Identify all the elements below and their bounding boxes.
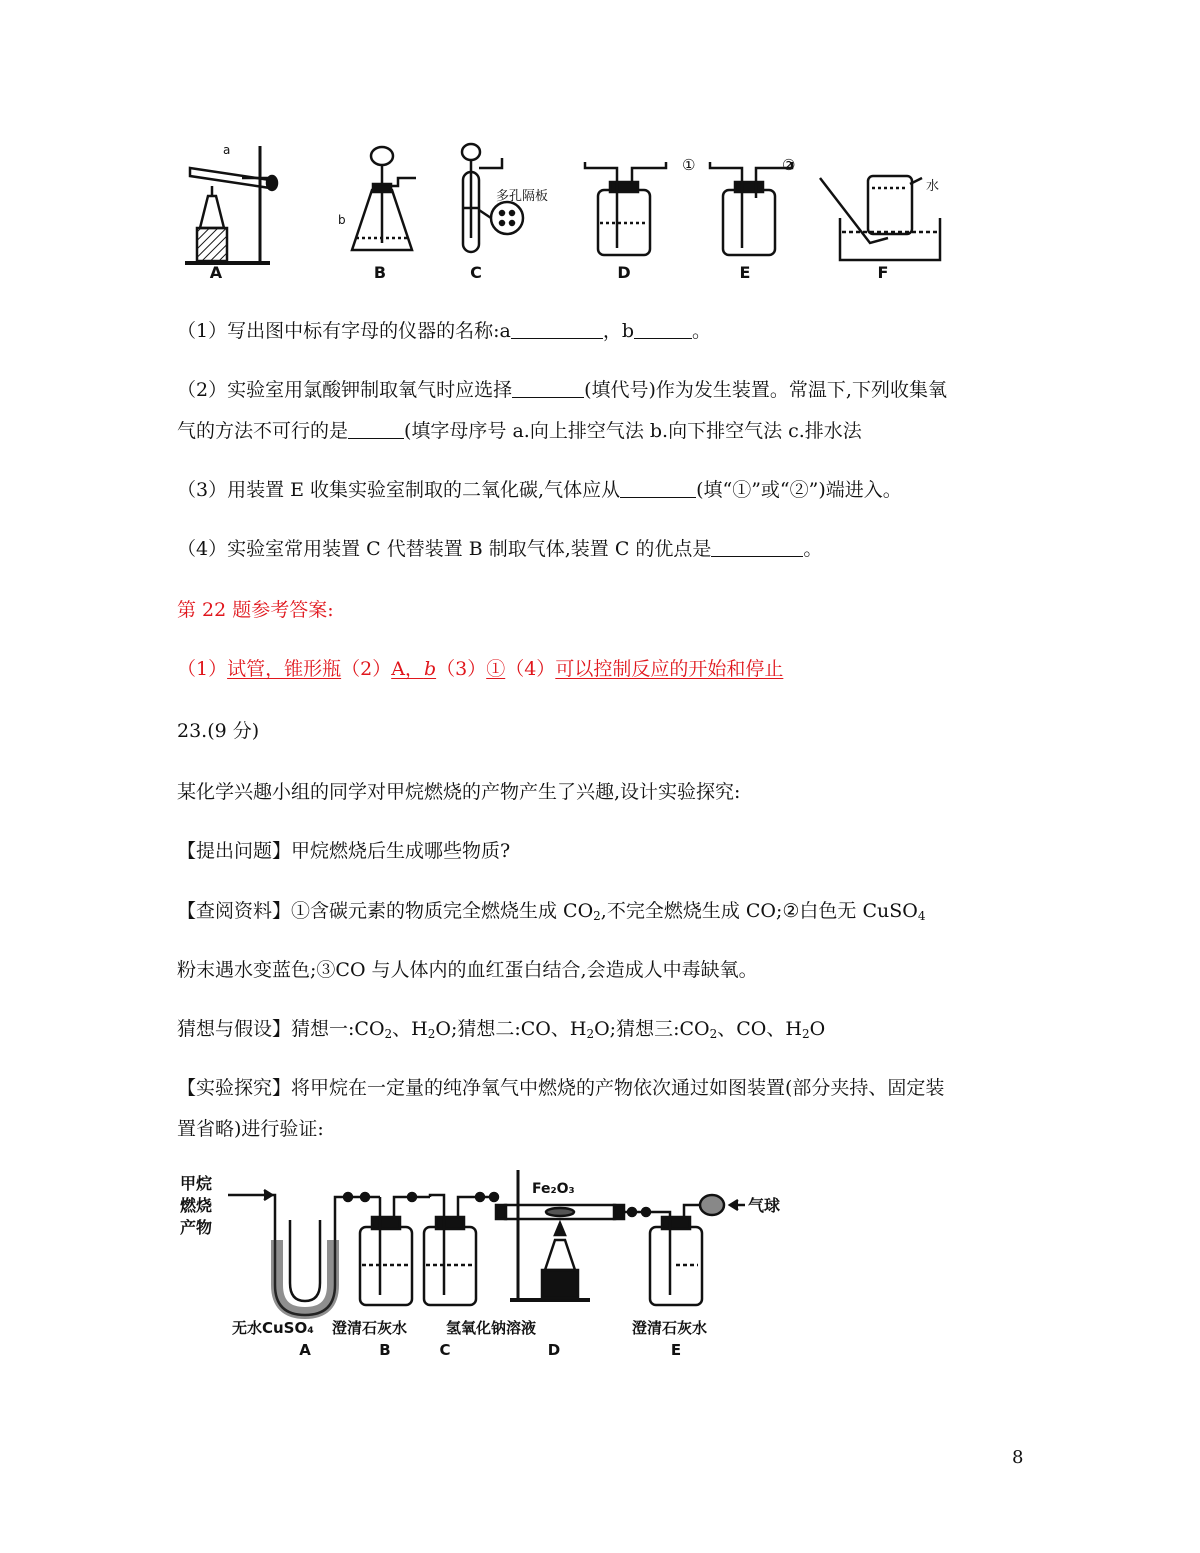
q23-intro: 某化学兴趣小组的同学对甲烷燃烧的产物产生了兴趣,设计实验探究: <box>177 781 741 803</box>
caption-c: 氢氧化钠溶液 <box>446 1319 537 1337</box>
answer-22-heading: 第 22 题参考答案: <box>177 599 334 621</box>
answer-22-a4: 可以控制反应的开始和停止 <box>555 658 784 680</box>
answer-blank-b[interactable] <box>634 320 692 339</box>
caption-e: 澄清石灰水 <box>632 1319 708 1337</box>
inlet-label-3: 产物 <box>180 1218 213 1237</box>
q23-info-b: ,不完全燃烧生成 CO;②白色无 CuSO <box>600 900 918 922</box>
inlet-label-1: 甲烷 <box>180 1174 213 1193</box>
fe2o3-label: Fe₂O₃ <box>532 1181 575 1197</box>
answer-22-s2: （2） <box>341 658 392 680</box>
figure2-label-e: E <box>670 1341 682 1359</box>
answer-blank-collection[interactable] <box>348 420 404 439</box>
q23-hyp-sub4: 2 <box>709 1027 718 1041</box>
q22-p1-comma: ，b <box>602 320 634 342</box>
answer-22-s1: （1） <box>177 658 228 680</box>
figure1-label-e: E <box>739 263 751 282</box>
answer-blank-a[interactable] <box>511 320 603 339</box>
q23-hyp-f: O <box>809 1018 826 1040</box>
water-label: 水 <box>926 179 940 194</box>
q22-p2-d: (填字母序号 a.向上排空气法 b.向下排空气法 c.排水法 <box>404 420 862 442</box>
q23-experiment-line-1: 【实验探究】将甲烷在一定量的纯净氧气中燃烧的产物依次通过如图装置(部分夹持、固定装 <box>177 1077 945 1099</box>
figure2-label-b: B <box>379 1341 391 1359</box>
q23-hyp-b: 、H <box>392 1018 428 1040</box>
instrument-b-label: b <box>338 213 346 227</box>
page-number: 8 <box>1012 1447 1024 1468</box>
answer-22-content <box>177 656 1037 682</box>
caption-b: 澄清石灰水 <box>332 1319 408 1337</box>
figure1-label-a: A <box>209 263 223 282</box>
q22-part-3 <box>177 477 1037 503</box>
q23-hyp-c: O;猜想二:CO、H <box>435 1018 587 1040</box>
q23-info-sub1: 2 <box>593 909 601 923</box>
q23-hyp-sub2: 2 <box>427 1027 436 1041</box>
apparatus-figure-1 <box>180 138 950 286</box>
port-1-label: ① <box>682 156 696 174</box>
figure1-label-c: C <box>470 263 482 282</box>
answer-22-a2-italic: b <box>423 658 437 680</box>
q23-hyp-sub3: 2 <box>586 1027 595 1041</box>
q22-part-2-line-2 <box>177 418 1037 444</box>
figure2-label-a: A <box>299 1341 311 1359</box>
q22-p2-c: 气的方法不可行的是 <box>177 420 349 442</box>
q23-hyp-e: 、CO、H <box>717 1018 802 1040</box>
porous-plate-label: 多孔隔板 <box>496 189 549 204</box>
q23-info-a: 【查阅资料】①含碳元素的物质完全燃烧生成 CO <box>177 900 594 922</box>
q23-experiment-line-2: 置省略)进行验证: <box>177 1118 324 1140</box>
answer-22-a1: 试管，锥形瓶 <box>227 658 342 680</box>
q23-number: 23.(9 分) <box>177 720 260 742</box>
q22-p4-b: 。 <box>803 538 823 560</box>
figure2-label-d: D <box>547 1341 561 1359</box>
answer-22-s4: （4） <box>505 658 556 680</box>
q23-info-line-2: 粉末遇水变蓝色;③CO 与人体内的血红蛋白结合,会造成人中毒缺氧。 <box>177 959 758 981</box>
figure1-label-b: B <box>373 263 387 282</box>
answer-blank-advantage[interactable] <box>711 538 803 557</box>
figure2-label-c: C <box>439 1341 451 1359</box>
q22-part-2-line-1 <box>177 377 1037 403</box>
apparatus-figure-2 <box>180 1165 780 1360</box>
answer-22-s3: （3） <box>436 658 487 680</box>
port-2-label: ② <box>782 156 796 174</box>
q23-info-line-1 <box>177 898 1037 924</box>
q23-info-sub2: 4 <box>917 909 926 923</box>
balloon-label: 气球 <box>748 1196 780 1215</box>
q23-hyp-a: 猜想与假设】猜想一:CO <box>177 1018 385 1040</box>
figure1-label-d: D <box>617 263 631 282</box>
inlet-label-2: 燃烧 <box>180 1196 213 1215</box>
q22-p4-a: （4）实验室常用装置 C 代替装置 B 制取气体,装置 C 的优点是 <box>177 538 712 560</box>
q22-p2-b: (填代号)作为发生装置。常温下,下列收集氧 <box>584 379 947 401</box>
q23-hyp-sub1: 2 <box>384 1027 393 1041</box>
answer-22-a2: A， <box>391 658 424 680</box>
q22-part-4 <box>177 536 1037 562</box>
q22-p3-b: (填“①”或“②”)端进入。 <box>696 479 902 501</box>
q23-question: 【提出问题】甲烷燃烧后生成哪些物质? <box>177 840 511 862</box>
instrument-a-label: a <box>223 143 231 157</box>
answer-blank-generator[interactable] <box>512 379 584 398</box>
figure1-label-f: F <box>877 263 889 282</box>
q22-p2-a: （2）实验室用氯酸钾制取氧气时应选择 <box>177 379 513 401</box>
q23-hyp-d: O;猜想三:CO <box>594 1018 710 1040</box>
q22-p1-text: （1）写出图中标有字母的仪器的名称:a <box>177 320 511 342</box>
q22-p3-a: （3）用装置 E 收集实验室制取的二氧化碳,气体应从 <box>177 479 621 501</box>
q23-hypothesis <box>177 1016 1037 1042</box>
answer-22-a3: ① <box>486 658 506 680</box>
caption-a: 无水CuSO₄ <box>232 1319 314 1337</box>
answer-blank-port[interactable] <box>620 479 696 498</box>
q23-hyp-sub5: 2 <box>801 1027 810 1041</box>
q22-part-1 <box>177 318 1037 344</box>
q22-p1-end: 。 <box>692 320 712 342</box>
